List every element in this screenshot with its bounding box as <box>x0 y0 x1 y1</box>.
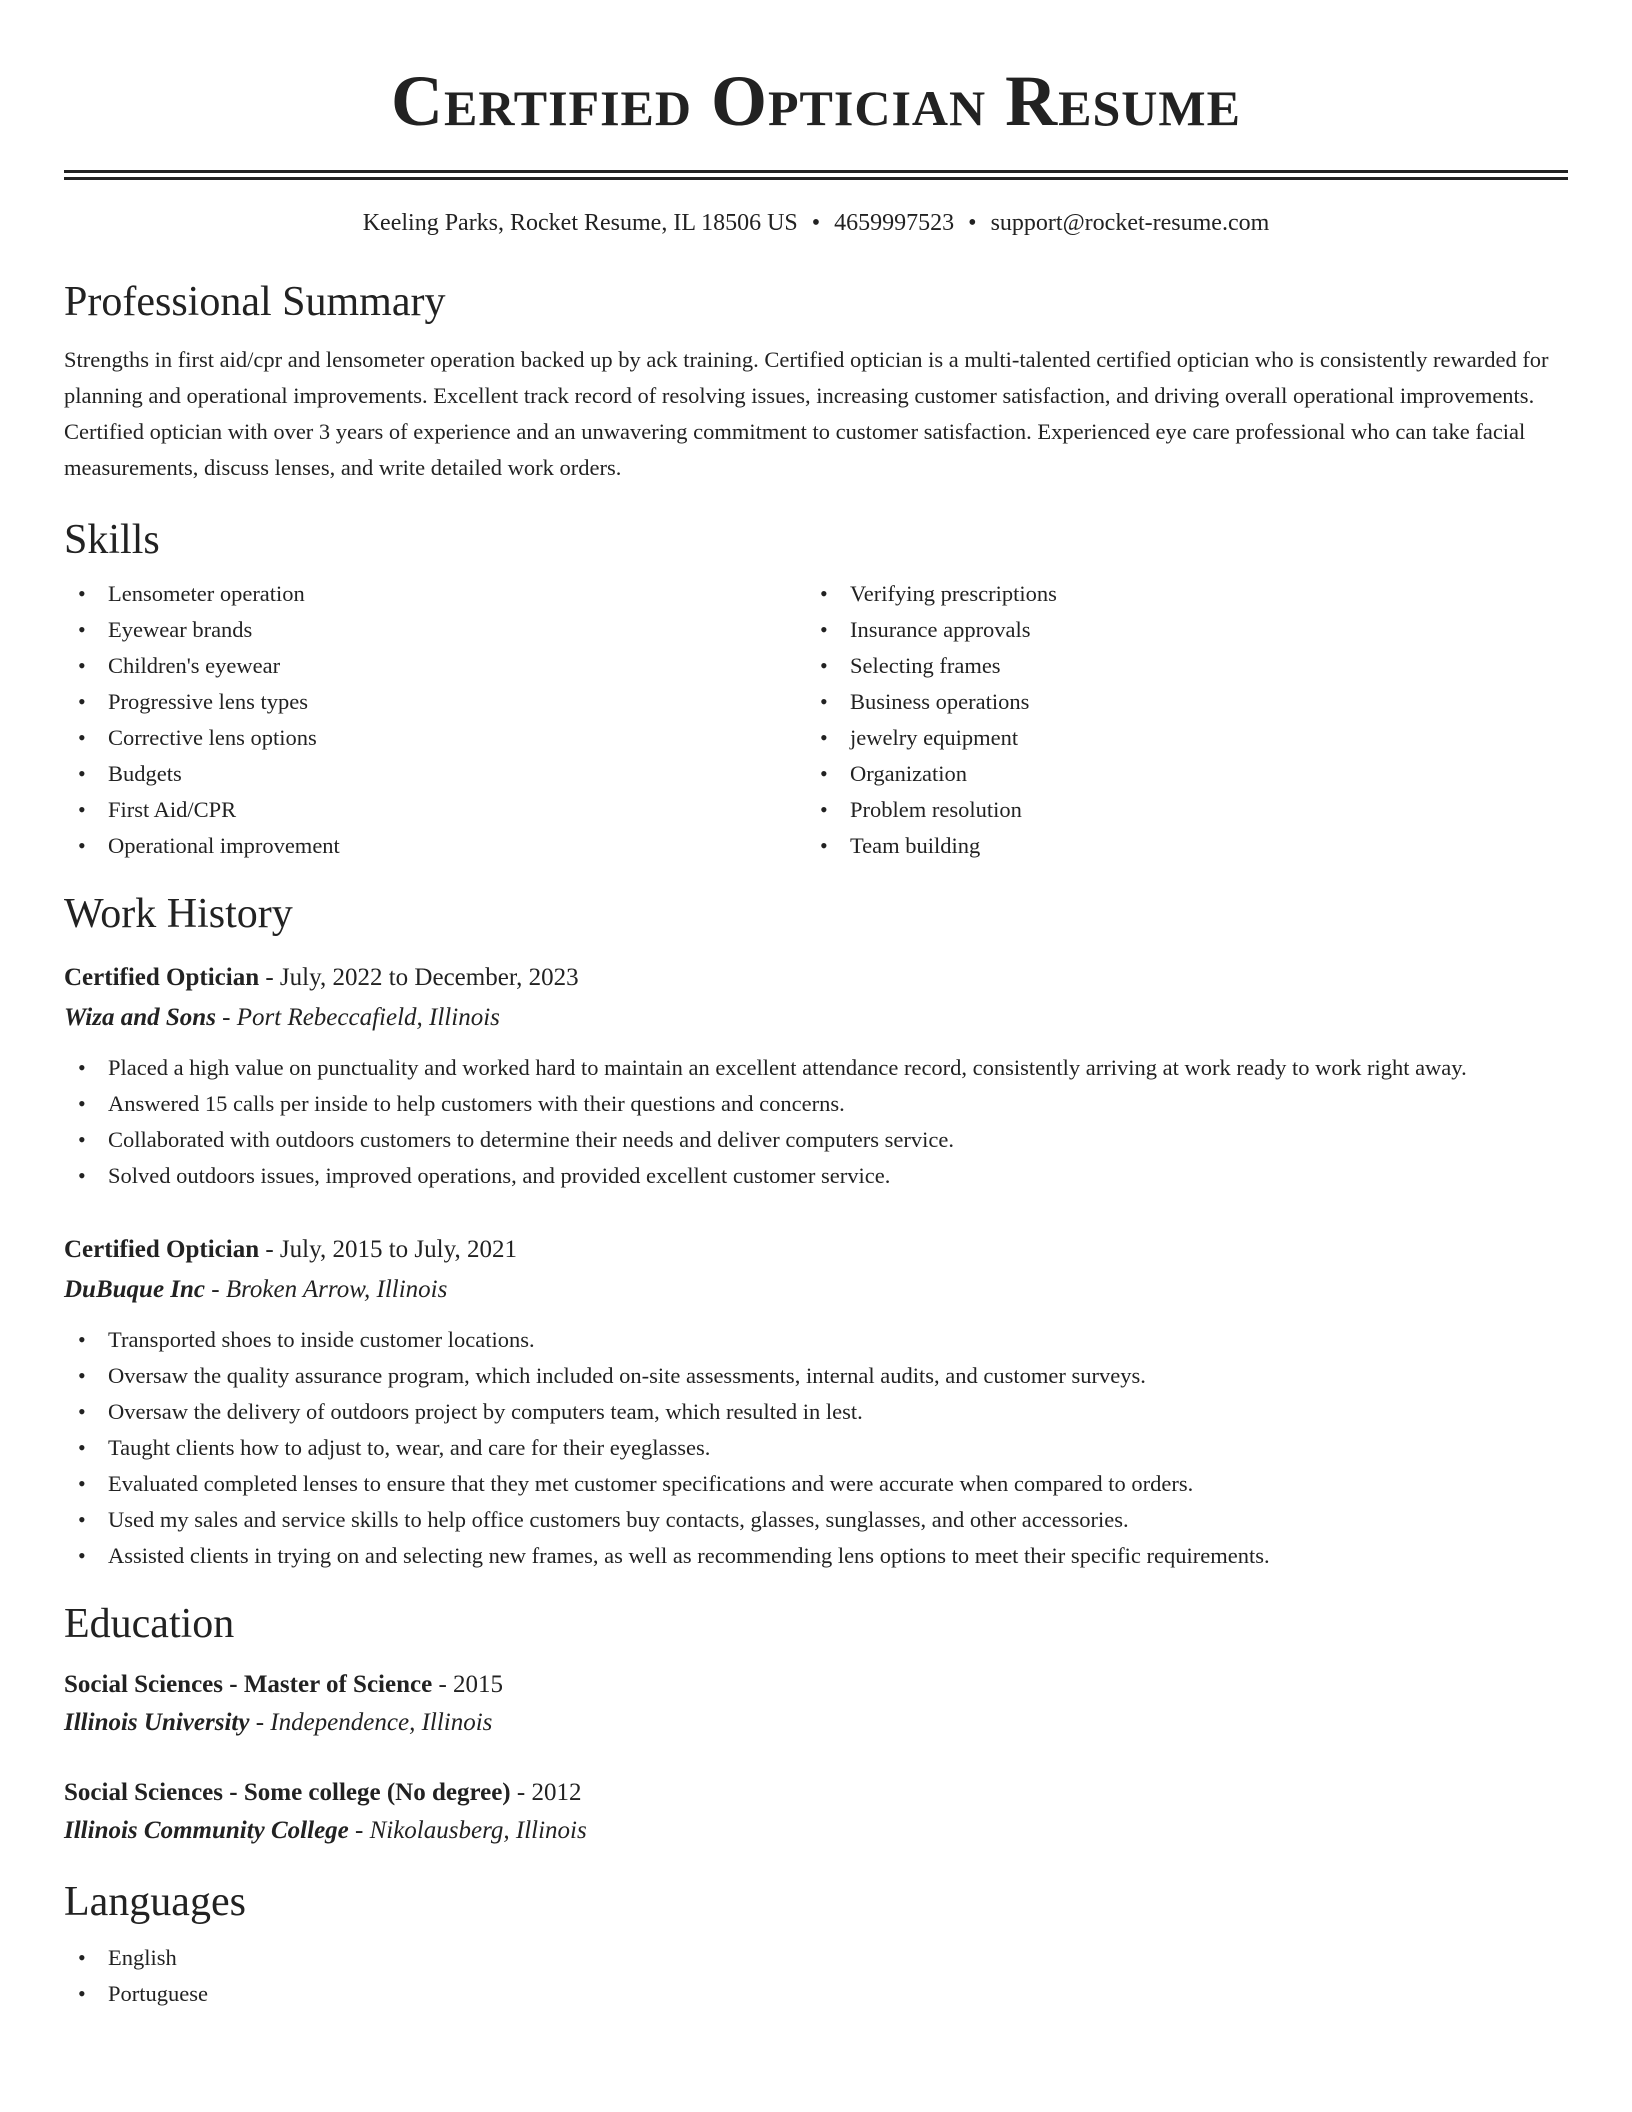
education-degree-line <box>64 1774 1568 1812</box>
job-duty-item: • Taught clients how to adjust to, wear, and care for their eyeglasses. <box>64 1430 1568 1466</box>
job-dates: - July, 2022 to December, 2023 <box>259 964 579 991</box>
languages-list <box>64 1940 1568 2012</box>
education-degree: Social Sciences - Master of Science <box>64 1671 433 1698</box>
job-company: DuBuque Inc <box>64 1276 206 1303</box>
skill-item: • Lensometer operation <box>64 576 806 612</box>
skill-item: • Business operations <box>806 684 1548 720</box>
skills-heading: Skills <box>64 517 160 563</box>
education-school-line <box>64 1812 1568 1850</box>
skill-item: • jewelry equipment <box>806 720 1548 756</box>
education-heading: Education <box>64 1601 235 1647</box>
resume-title: Certified Optician Resume <box>391 61 1241 141</box>
job-duty-item: • Answered 15 calls per inside to help customers with their questions and concerns. <box>64 1086 1568 1122</box>
job-duty-item: • Solved outdoors issues, improved operations, and provided excellent customer service. <box>64 1158 1568 1194</box>
work-history-heading: Work History <box>64 891 293 937</box>
education-school-line <box>64 1704 1568 1742</box>
skill-item: • Eyewear brands <box>64 612 806 648</box>
education-location: - Nikolausberg, Illinois <box>348 1817 587 1844</box>
job-dates: - July, 2015 to July, 2021 <box>259 1236 517 1263</box>
skill-item: • Operational improvement <box>64 828 806 864</box>
education-year: - 2015 <box>432 1671 504 1698</box>
skills-columns <box>64 576 1568 864</box>
languages-heading: Languages <box>64 1879 246 1925</box>
job-duty-item: • Placed a high value on punctuality and worked hard to maintain an excellent attendance record, consistently arriving at work ready to work right away. <box>64 1050 1568 1086</box>
summary-heading: Professional Summary <box>64 279 446 325</box>
language-item: • Portuguese <box>64 1976 1568 2012</box>
education-degree: Social Sciences - Some college (No degree) <box>64 1779 511 1806</box>
job-entry <box>64 1230 1568 1574</box>
education-year: - 2012 <box>510 1779 582 1806</box>
contact-separator: • <box>811 210 821 236</box>
job-duties <box>64 1050 1568 1194</box>
contact-address: Keeling Parks, Rocket Resume, IL 18506 US <box>362 210 798 236</box>
job-title-line <box>64 958 1568 998</box>
contact-phone: 4659997523 <box>834 210 955 236</box>
job-duty-item: • Evaluated completed lenses to ensure that they met customer specifications and were accurate when compared to orders. <box>64 1466 1568 1502</box>
job-title-line <box>64 1230 1568 1270</box>
job-location: - Port Rebeccafield, Illinois <box>215 1004 500 1031</box>
job-entry <box>64 958 1568 1194</box>
skill-item: • Progressive lens types <box>64 684 806 720</box>
education-entry <box>64 1666 1568 1742</box>
job-company-line <box>64 1270 1568 1310</box>
education-degree-line <box>64 1666 1568 1704</box>
contact-line <box>64 208 1568 238</box>
skill-item: • Corrective lens options <box>64 720 806 756</box>
education-school: Illinois Community College <box>64 1817 349 1844</box>
job-company: Wiza and Sons <box>64 1004 216 1031</box>
job-duty-item: • Collaborated with outdoors customers to determine their needs and deliver computers service. <box>64 1122 1568 1158</box>
job-role: Certified Optician <box>64 964 260 991</box>
job-duty-item: • Used my sales and service skills to help office customers buy contacts, glasses, sunglasses, and other accessories. <box>64 1502 1568 1538</box>
skill-item: • Team building <box>806 828 1548 864</box>
job-duty-item: • Transported shoes to inside customer locations. <box>64 1322 1568 1358</box>
contact-separator: • <box>968 210 977 236</box>
job-location: - Broken Arrow, Illinois <box>205 1276 448 1303</box>
job-duty-item: • Oversaw the quality assurance program, which included on-site assessments, internal audits, and customer surveys. <box>64 1358 1568 1394</box>
skill-item: • Organization <box>806 756 1548 792</box>
skill-item: • Selecting frames <box>806 648 1548 684</box>
job-duty-item: • Oversaw the delivery of outdoors project by computers team, which resulted in lest. <box>64 1394 1568 1430</box>
skill-item: • First Aid/CPR <box>64 792 806 828</box>
job-duty-item: • Assisted clients in trying on and selecting new frames, as well as recommending lens options to meet their specific requirements. <box>64 1538 1568 1574</box>
job-role: Certified Optician <box>64 1236 260 1263</box>
title-double-rule <box>64 170 1568 180</box>
skill-item: • Verifying prescriptions <box>806 576 1548 612</box>
summary-text: Strengths in first aid/cpr and lensometer operation backed up by ack training. Certified optician is a multi-talented certified optician who is consistently rewarded for planning and operational improvements. Excellent track record of resolving issues, increasing customer satisfaction, and driving overall operational improvements. Certified optician with over 3 years of experience and an unwavering commitment to customer satisfaction. Experienced eye care professional who can take facial measurements, discuss lenses, and write detailed work orders. <box>64 347 1549 480</box>
skill-item: • Children's eyewear <box>64 648 806 684</box>
education-location: - Independence, Illinois <box>249 1709 493 1736</box>
education-school: Illinois University <box>64 1709 250 1736</box>
skills-list-left <box>64 576 806 864</box>
job-duties <box>64 1322 1568 1574</box>
job-company-line <box>64 998 1568 1038</box>
skill-item: • Problem resolution <box>806 792 1548 828</box>
contact-email: support@rocket-resume.com <box>990 210 1270 236</box>
education-entry <box>64 1774 1568 1850</box>
skill-item: • Budgets <box>64 756 806 792</box>
skill-item: • Insurance approvals <box>806 612 1548 648</box>
skills-list-right <box>806 576 1548 864</box>
language-item: • English <box>64 1940 1568 1976</box>
